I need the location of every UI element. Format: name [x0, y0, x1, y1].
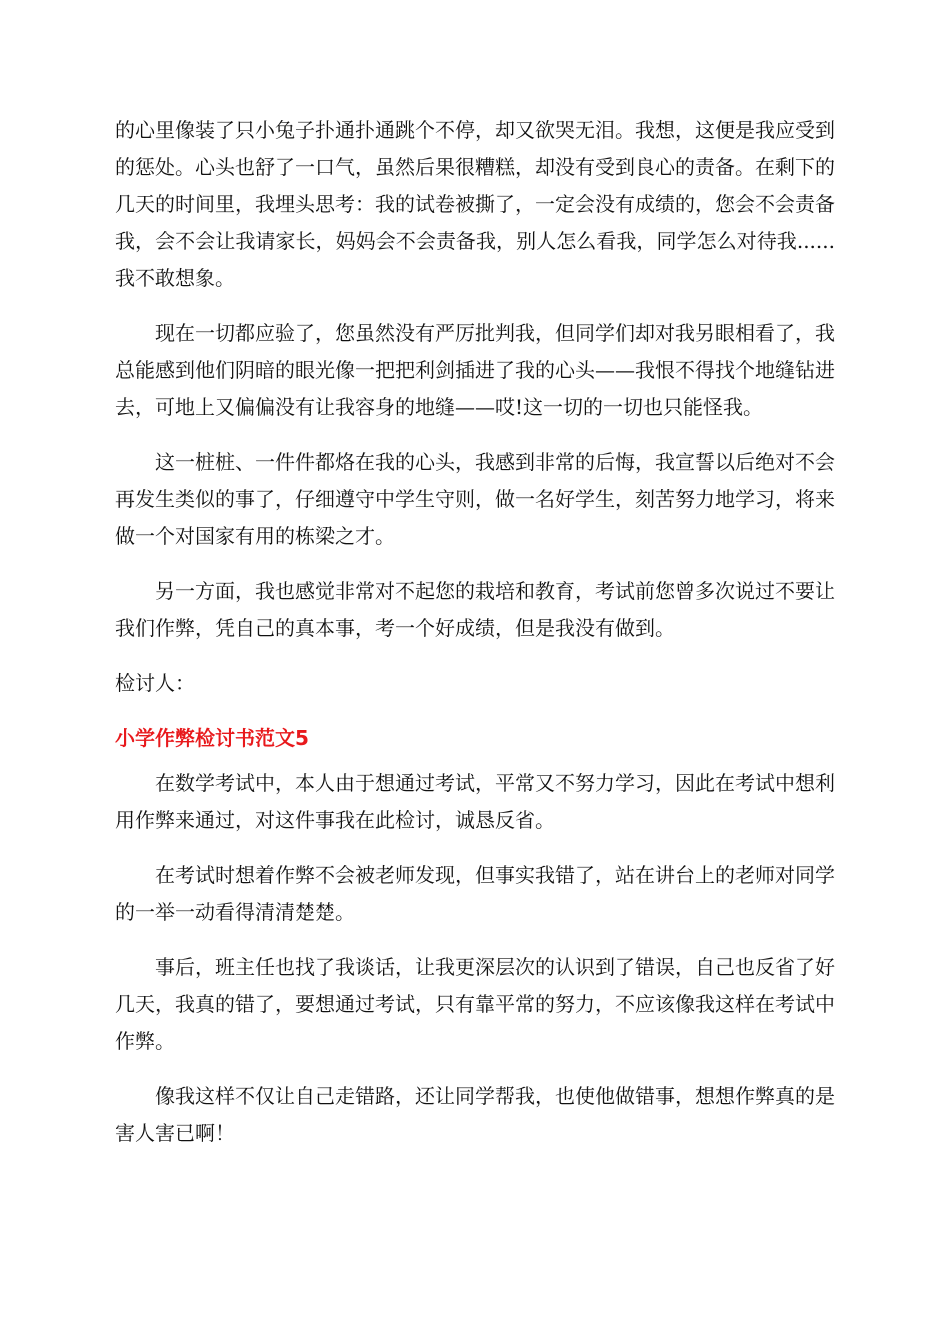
paragraph: 像我这样不仅让自己走错路，还让同学帮我，也使他做错事，想想作弊真的是害人害已啊！ — [115, 1084, 835, 1145]
section-heading: 小学作弊检讨书范文5 — [115, 726, 309, 750]
paragraph: 这一桩桩、一件件都烙在我的心头，我感到非常的后悔，我宣誓以后绝对不会再发生类似的事了，仔细遵守中学生守则，做一名好学生，刻苦努力地学习，将来做一个对国家有用的栋梁之才。 — [115, 450, 835, 548]
signer-line: 检讨人： — [115, 671, 195, 695]
paragraph: 在考试时想着作弊不会被老师发现，但事实我错了，站在讲台上的老师对同学的一举一动看得清清楚楚。 — [115, 863, 835, 924]
paragraph: 在数学考试中，本人由于想通过考试，平常又不努力学习，因此在考试中想利用作弊来通过，对这件事我在此检讨，诚恳反省。 — [115, 771, 835, 832]
paragraph: 现在一切都应验了，您虽然没有严厉批判我，但同学们却对我另眼相看了，我总能感到他们阴暗的眼光像一把把利剑插进了我的心头——我恨不得找个地缝钻进去，可地上又偏偏没有让我容身的地缝——哎!这一切的一切也只能怪我。 — [115, 321, 835, 419]
paragraph: 的心里像装了只小兔子扑通扑通跳个不停，却又欲哭无泪。我想，这便是我应受到的惩处。心头也舒了一口气，虽然后果很糟糕，却没有受到良心的责备。在剩下的几天的时间里，我埋头思考：我的试卷被撕了，一定会没有成绩的，您会不会责备我，会不会让我请家长，妈妈会不会责备我，别人怎么看我，同学怎么对待我......我不敢想象。 — [115, 118, 835, 290]
document-page — [115, 112, 835, 1170]
paragraph: 另一方面，我也感觉非常对不起您的栽培和教育，考试前您曾多次说过不要让我们作弊，凭自己的真本事，考一个好成绩，但是我没有做到。 — [115, 579, 835, 640]
paragraph: 事后，班主任也找了我谈话，让我更深层次的认识到了错误，自己也反省了好几天，我真的错了，要想通过考试，只有靠平常的努力，不应该像我这样在考试中作弊。 — [115, 955, 835, 1053]
